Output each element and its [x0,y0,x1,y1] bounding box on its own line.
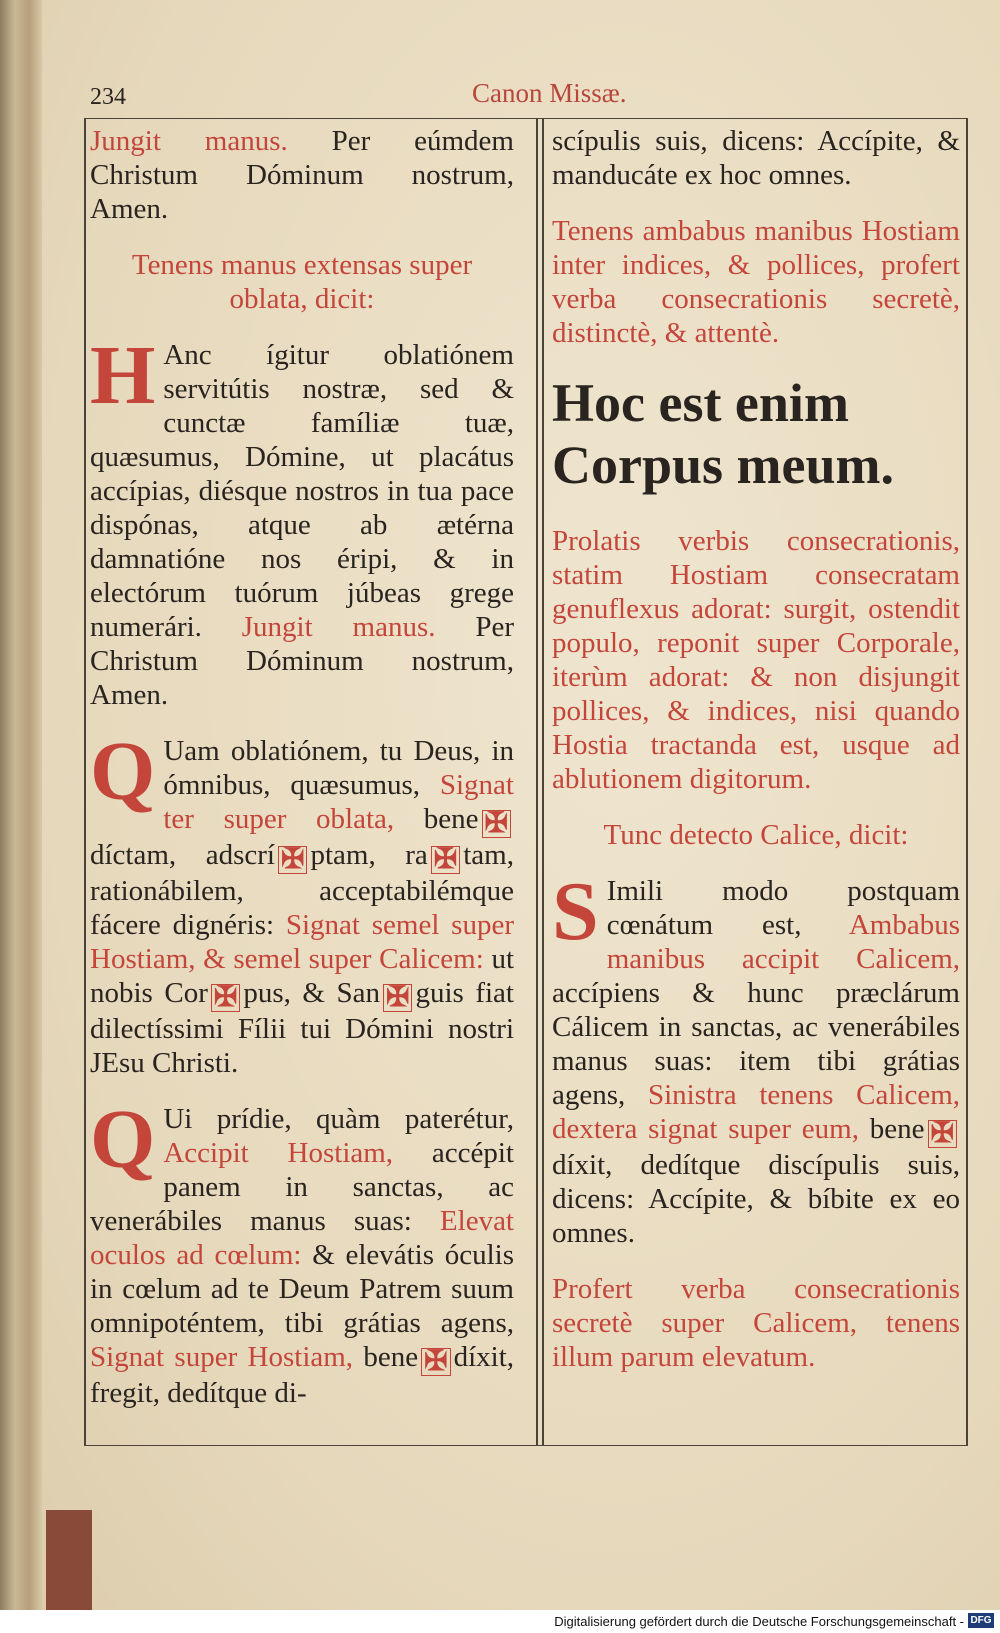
body-text: Ui prídie, quàm paterétur, [163,1103,514,1135]
frame-left-rule [84,118,86,1446]
column-divider [536,118,538,1446]
right-column [552,124,960,1396]
drop-cap: Q [90,1093,156,1186]
prayer-hanc-igitur [90,329,514,712]
body-text: pus, & San [243,977,380,1009]
body-text: bene [353,1341,419,1373]
left-column [90,124,514,1432]
rubric-heading: Tenens manus extensas super oblata, dicit: [131,249,473,315]
rubric-paragraph: Tenens ambabus manibus Hostiam inter indices, & pollices, profert verba consecrationis secretè, distinctè, & attentè. [552,215,960,349]
prayer-quam-oblationem [90,725,514,1080]
prayer-simili-modo [552,865,960,1250]
body-text: Anc ígitur oblatiónem servitútis nostræ, sed & cunctæ famíliæ tuæ, quæsumus, Dómine, ut placátus accípias, diésque nostros in tua pace dispónas, atque ab ætérna damnatióne nos éripi, & in electórum tuórum júbeas grege numerári. [90,339,514,643]
frame-right-rule [966,118,968,1446]
rubric: Jungit manus. [241,611,436,643]
rubric-paragraph: Profert verba consecrationis secretè super Calicem, tenens illum parum elevatum. [552,1273,960,1373]
body-text: bene [394,803,479,835]
cross-icon: ✠ [211,984,240,1012]
body-text: accépit panem in sanctas, ac venerábiles manus suas: [90,1137,514,1237]
cross-icon: ✠ [383,984,412,1012]
cross-icon: ✠ [431,846,460,874]
rubric: Jungit manus. [90,125,288,157]
consecration-words: Hoc est enim Corpus meum. [552,373,895,495]
cross-icon: ✠ [928,1120,957,1148]
paragraph [90,124,514,226]
drop-cap: Q [90,725,156,818]
cross-icon: ✠ [278,846,307,874]
body-text: ptam, ra [310,839,428,871]
running-title: Canon Missæ. [472,78,627,108]
rubric: Signat semel super Hostiam, & semel super Calicem: [90,909,514,975]
rubric: Elevat oculos ad cœlum: [90,1205,514,1271]
body-text: díctam, adscrí [90,839,275,871]
cross-icon: ✠ [421,1348,450,1376]
book-edge [0,0,42,1610]
drop-cap: S [552,865,599,958]
prayer-qui-pridie [90,1093,514,1410]
body-text: ut nobis Cor [90,943,514,1009]
page-number: 234 [90,84,126,110]
body-text: Uam oblatiónem, tu Deus, in ómnibus, quæsumus, [163,735,514,801]
body-text: Imili modo postquam cœnátum est, [606,875,960,941]
rubric: Signat super Hostiam, [90,1341,354,1373]
dfg-logo: DFG [968,1613,994,1628]
rubric-paragraph: Prolatis verbis consecrationis, statim Hostiam consecratam genuflexus adorat: surgit, ostendit populo, reponit super Corporale, iterùm adorat: & non disjungit pollices, & indices, nisi quando Hostia tractanda est, usque ad ablutionem digitorum. [552,525,960,795]
page-header [90,78,930,112]
drop-cap: H [90,329,156,422]
rubric-heading: Tunc detecto Calice, dicit: [603,819,909,851]
body-text: & elevátis óculis in cœlum ad te Deum Patrem suum omnipoténtem, tibi grátias agens, [90,1239,514,1339]
body-text: díxit, fregit, dedítque di- [90,1341,514,1409]
footer [0,1610,1000,1633]
body-text: accípiens & hunc præclárum Cálicem in sanctas, ac venerábiles manus suas: item tibi grátias agens, [552,977,960,1111]
body-text: Per eúmdem Christum Dóminum nostrum, Amen. [90,125,514,225]
footer-credit: Digitalisierung gefördert durch die Deutsche Forschungsgemeinschaft - [554,1614,964,1629]
body-text: tam, rationábilem, acceptabilémque fácere dignéris: [90,839,514,941]
body-text: díxit, dedítque discípulis suis, dicens: Accípite, & bíbite ex eo omnes. [552,1149,960,1249]
rubric: Sinistra tenens Calicem, dextera signat super eum, [552,1079,960,1145]
column-divider-inner [542,118,544,1446]
rubric: Accipit Hostiam, [163,1137,394,1169]
body-text: guis fiat dilectíssimi Fílii tui Dómini nostri JEsu Christi. [90,977,514,1079]
body-text: bene [858,1113,925,1145]
rubric: Signat ter super oblata, [163,769,514,835]
cross-icon: ✠ [482,810,511,838]
body-text: Per Christum Dóminum nostrum, Amen. [90,611,514,711]
paragraph: scípulis suis, dicens: Accípite, & manducáte ex hoc omnes. [552,125,960,191]
bookmark-ribbon [46,1510,92,1610]
rubric: Ambabus manibus accipit Calicem, [606,909,960,975]
